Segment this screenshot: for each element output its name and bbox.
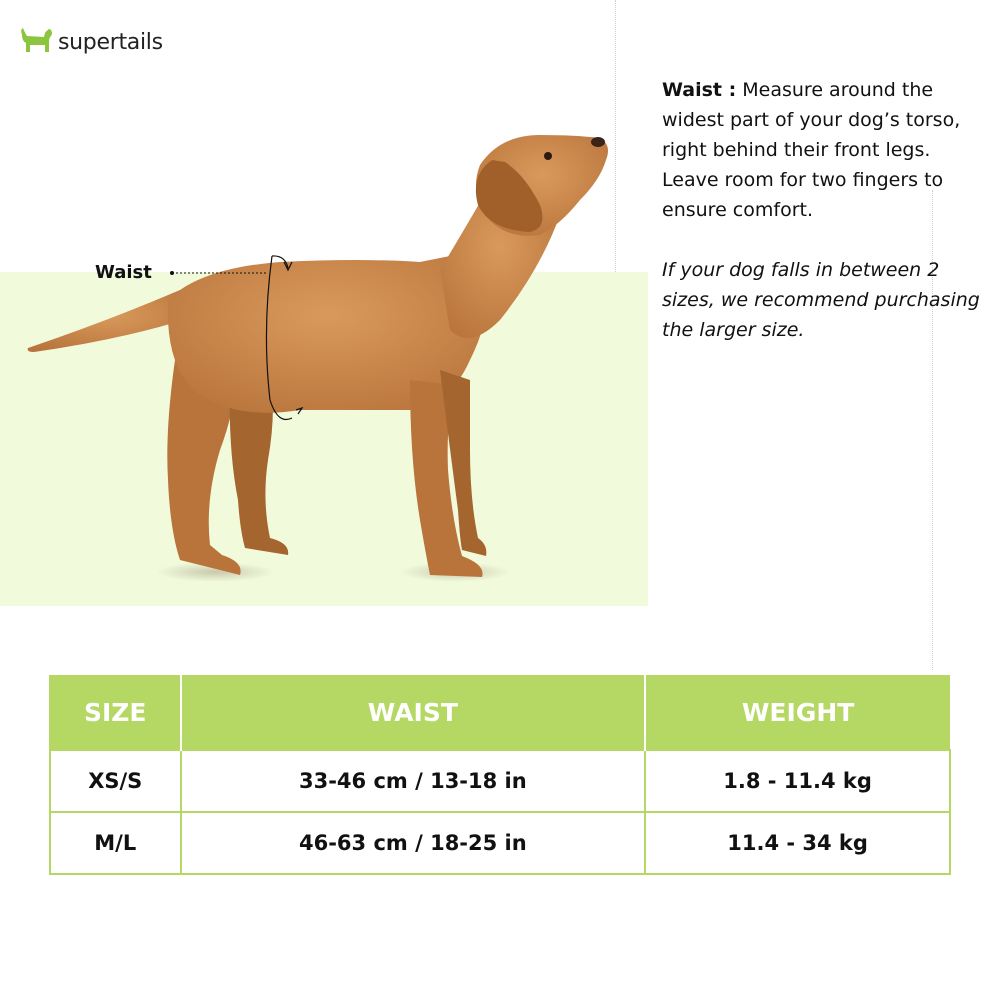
- table-header-row: [50, 675, 950, 750]
- waist-label: Waist: [95, 262, 152, 283]
- table-row: [50, 812, 950, 874]
- cell-waist: 33-46 cm / 13-18 in: [181, 750, 646, 812]
- brand-wordmark: supertails: [58, 29, 163, 55]
- waist-text: Measure around the widest part of your dog’s torso, right behind their front legs. Leave room for two fingers to ensure comfort.: [662, 79, 961, 221]
- measurement-instructions: [662, 75, 992, 345]
- dog-illustration: [0, 0, 660, 600]
- header-size: SIZE: [50, 675, 181, 750]
- table-row: [50, 750, 950, 812]
- cell-weight: 1.8 - 11.4 kg: [645, 750, 950, 812]
- header-weight: WEIGHT: [645, 675, 950, 750]
- cell-size: M/L: [50, 812, 181, 874]
- cell-weight: 11.4 - 34 kg: [645, 812, 950, 874]
- waist-instruction: [662, 75, 992, 225]
- header-waist: WAIST: [181, 675, 646, 750]
- cell-waist: 46-63 cm / 18-25 in: [181, 812, 646, 874]
- waist-heading: Waist :: [662, 79, 737, 101]
- size-chart-table: [49, 675, 951, 875]
- cell-size: XS/S: [50, 750, 181, 812]
- size-note: If your dog falls in between 2 sizes, we recommend purchasing the larger size.: [662, 259, 980, 341]
